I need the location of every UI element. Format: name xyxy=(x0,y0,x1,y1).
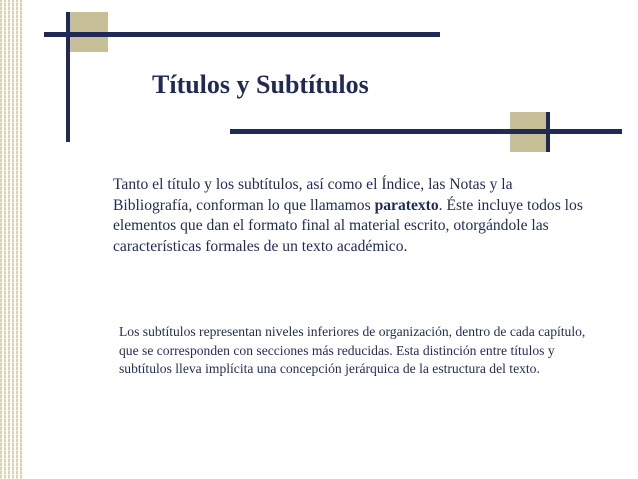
paragraph-text-before: Tanto el título y los subtítulos, así como el Índice, las Notas y la Bibliografía, conforman lo que llamamos xyxy=(113,176,513,214)
paragraph-subtitulos: Los subtítulos representan niveles inferiores de organización, dentro de cada capítulo, que se corresponden con secciones más reducidas. Esta distinción entre títulos y subtítulos lleva implícita una concepción jerárquica de la estructura del texto. xyxy=(119,324,586,377)
side-decorative-pattern xyxy=(0,0,24,479)
decorative-vertical-line xyxy=(66,12,70,142)
slide-title: Títulos y Subtítulos xyxy=(152,70,369,99)
decorative-bar-top xyxy=(44,32,440,37)
paratexto-term: paratexto xyxy=(374,196,439,214)
decorative-vertical-line-right xyxy=(546,112,550,152)
paragraph-paratexto xyxy=(113,175,583,257)
paragraph-text-after: . Éste incluye todos los elementos que dan el formato final al material escrito, otorgándole las características formales de un texto académico. xyxy=(113,196,583,255)
decorative-bar-bottom xyxy=(230,129,622,134)
